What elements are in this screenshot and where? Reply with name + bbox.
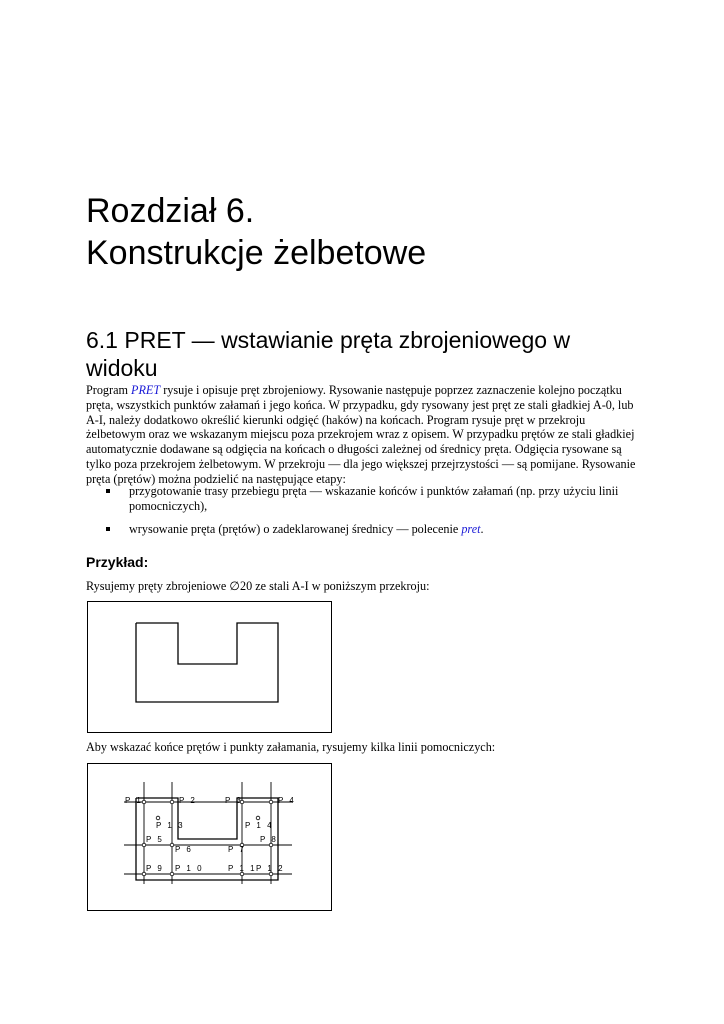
point-labels <box>125 796 296 873</box>
helper-lines-drawing <box>88 764 333 912</box>
figure1-caption: Rysujemy pręty zbrojeniowe ∅20 ze stali A-I w poniższym przekroju: <box>86 579 430 593</box>
point-marker <box>170 872 174 876</box>
intro-paragraph <box>86 383 642 487</box>
point-marker <box>156 816 160 820</box>
point-label-p8: P 8 <box>260 835 278 844</box>
program-name: PRET <box>131 383 161 397</box>
chapter-name: Konstrukcje żelbetowe <box>86 234 427 272</box>
point-marker <box>170 800 174 804</box>
intro-text: rysuje i opisuje pręt zbrojeniowy. Rysowanie następuje poprzez zaznaczenie kolejno początku pręta, wszystkich punktów załamań i jego końca. W przypadku, gdy rysowany jest pręt ze stali gładkiej A-0, lub A-I, należy dodatkowo określić kierunki odgięć (haków) na końcach. Program rysuje pręt w przekroju żelbetowym oraz we wskazanym miejscu poza przekrojem wraz z opisem. W przypadku prętów ze stali gładkiej automatycznie dodawane są odgięcia na końcach o długości zależnej od średnicy pręta. Odgięcia rysowane są tylko poza przekrojem żelbetowym. W przekroju — dla jego większej przejrzystości — są pomijane. Rysowanie pręta (prętów) można podzielić na następujące etapy: <box>86 383 636 486</box>
section-outline <box>136 623 278 702</box>
point-label-p9: P 9 <box>146 864 164 873</box>
list-item <box>106 484 646 514</box>
point-marker <box>256 816 260 820</box>
section-title: 6.1 PRET — wstawianie pręta zbrojeniowego w widoku <box>86 327 571 381</box>
steps-list <box>106 484 646 536</box>
point-label-p2: P 2 <box>179 796 197 805</box>
step-text: wrysowanie pręta (prętów) o zadeklarowanej średnicy — polecenie <box>129 521 462 536</box>
point-label-p10: P 1 0 <box>175 864 204 873</box>
point-label-p1: P 1 <box>125 796 143 805</box>
example-heading: Przykład: <box>86 554 149 570</box>
point-label-p6: P 6 <box>175 845 193 854</box>
cross-section-drawing <box>88 602 333 734</box>
point-label-p3: P 3 <box>225 796 243 805</box>
chapter-number: Rozdział 6. <box>86 192 255 230</box>
bullet-icon <box>106 489 110 493</box>
point-label-p5: P 5 <box>146 835 164 844</box>
helper-lines-figure <box>87 763 332 911</box>
point-label-p13: P 1 3 <box>156 821 185 830</box>
list-item <box>106 522 646 537</box>
point-label-p12: P 1 2 <box>256 864 285 873</box>
step-end: . <box>480 521 484 536</box>
chapter-title <box>86 190 426 274</box>
intro-prefix: Program <box>86 383 132 397</box>
point-label-p7: P 7 <box>228 845 246 854</box>
point-label-p14: P 1 4 <box>245 821 274 830</box>
step-text: przygotowanie trasy przebiegu pręta — wskazanie końców i punktów załamań (np. przy użyciu linii pomocniczych), <box>129 484 619 513</box>
figure2-caption: Aby wskazać końce prętów i punkty załamania, rysujemy kilka linii pomocniczych: <box>86 740 496 754</box>
cross-section-figure <box>87 601 332 733</box>
point-label-p4: P 4 <box>278 796 296 805</box>
bullet-icon <box>106 527 110 531</box>
point-marker <box>269 800 273 804</box>
point-marker <box>170 843 174 847</box>
point-label-p11: P 1 1 <box>228 864 257 873</box>
command-name: pret <box>461 521 481 536</box>
